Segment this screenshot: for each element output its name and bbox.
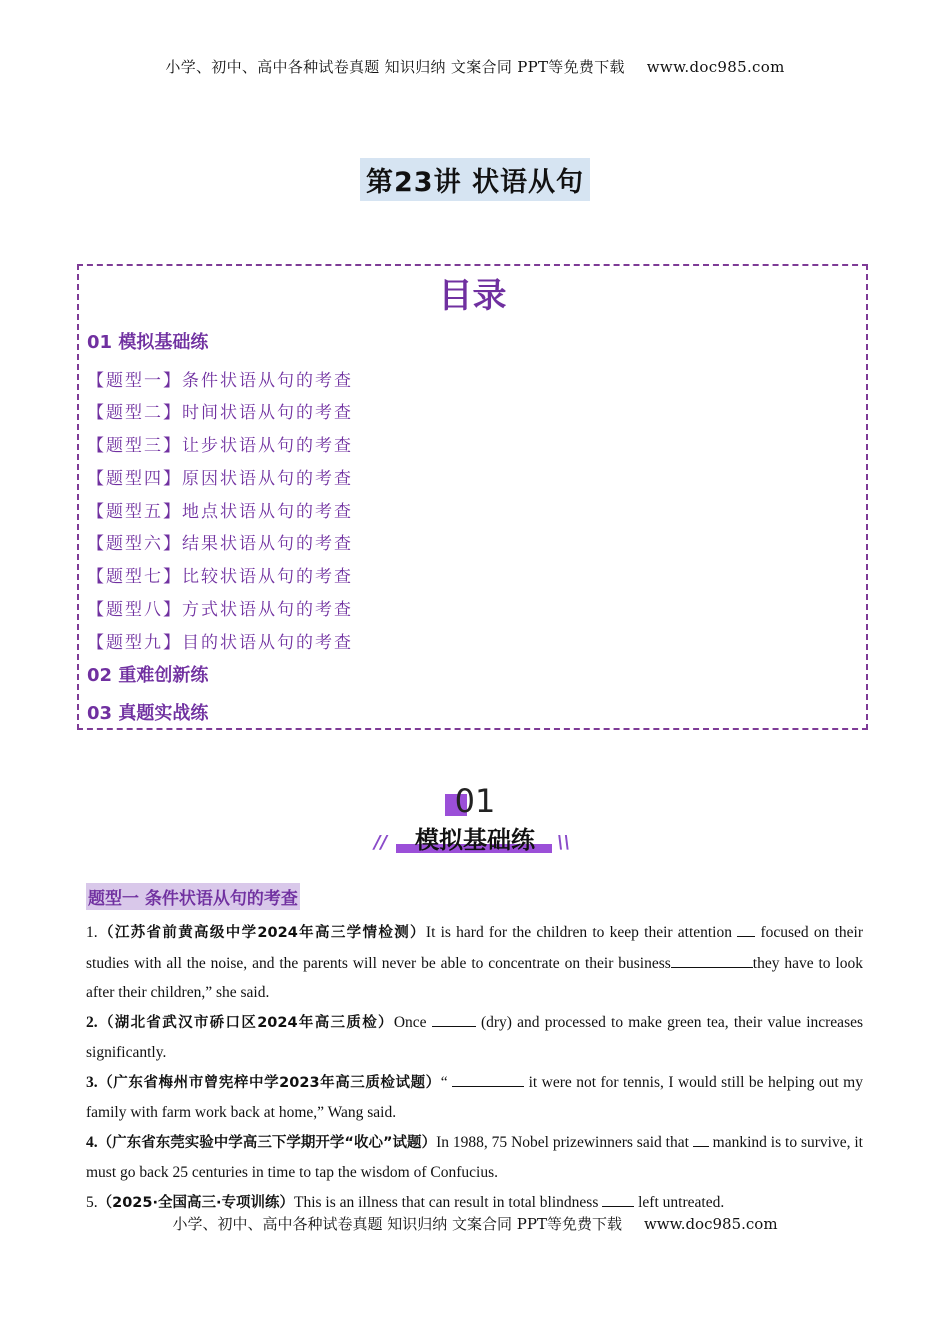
toc-section-02[interactable]: 02 重难创新练 (87, 665, 209, 686)
question-source: （江苏省前黄高级中学2024年高三学情检测） (97, 925, 426, 941)
page-title: 第23讲 状语从句 (360, 158, 590, 201)
toc-section-03[interactable]: 03 真题实战练 (87, 703, 209, 724)
title-wrap (0, 158, 950, 201)
question-text: they have to look after their children,” she said. (86, 954, 863, 1001)
toc-section-01[interactable]: 01 模拟基础练 (87, 332, 209, 353)
question-number: 1. (86, 924, 98, 941)
toc-item-type4[interactable]: 【题型四】原因状语从句的考查 (87, 469, 353, 489)
banner-left-slash-icon: // (374, 832, 388, 853)
section-banner (0, 782, 950, 862)
footer-url[interactable]: www.doc985.com (643, 1215, 778, 1233)
question-number: 5. (86, 1193, 98, 1211)
question-source: （广东省梅州市曾宪梓中学2023年高三质检试题） (97, 1074, 441, 1091)
banner-number: 01 (454, 782, 496, 820)
question-text: it were not for tennis, I would still be helping out my family with farm work back at home,” Wang said. (86, 1073, 863, 1121)
type-heading: 题型一 条件状语从句的考查 (86, 883, 300, 910)
question-number: 2. (86, 1013, 98, 1031)
question-list (86, 918, 863, 1218)
question-source: （湖北省武汉市硚口区2024年高三质检） (97, 1014, 394, 1031)
header-url[interactable]: www.doc985.com (646, 58, 785, 76)
header-text: 小学、初中、高中各种试卷真题 知识归纳 文案合同 PPT等免费下载 (165, 58, 625, 76)
question-text: This is an illness that can result in total blindness (294, 1193, 603, 1211)
question-number: 3. (86, 1073, 98, 1091)
answer-blank[interactable] (671, 953, 753, 968)
question-text: mankind is to survive, it must go back 25 centuries in time to tap the wisdom of Confucius. (86, 1133, 863, 1181)
question-source: （2025·全国高三·专项训练） (97, 1194, 294, 1211)
question-text: “ (440, 1073, 453, 1091)
question-text: In 1988, 75 Nobel prizewinners said that (436, 1133, 693, 1151)
question-4 (86, 1128, 863, 1188)
toc-heading: 目录 (438, 276, 507, 316)
toc-item-type5[interactable]: 【题型五】地点状语从句的考查 (87, 502, 353, 522)
table-of-contents (77, 264, 868, 730)
toc-item-type6[interactable]: 【题型六】结果状语从句的考查 (87, 534, 353, 554)
question-text: focused on their studies with all the noise, and the parents will never be able to concentrate on their business (86, 924, 863, 972)
question-number: 4. (86, 1133, 98, 1151)
question-3 (86, 1068, 863, 1128)
answer-blank[interactable] (452, 1072, 524, 1087)
page-footer (0, 1213, 950, 1234)
question-text: Once (393, 1013, 432, 1031)
toc-item-type8[interactable]: 【题型八】方式状语从句的考查 (87, 600, 353, 620)
question-text: It is hard for the children to keep their attention (425, 924, 738, 941)
banner-label: 模拟基础练 (415, 826, 535, 854)
question-source: （广东省东莞实验中学高三下学期开学“收心”试题） (97, 1134, 437, 1151)
answer-blank[interactable] (432, 1012, 476, 1027)
question-2 (86, 1008, 863, 1068)
toc-item-type7[interactable]: 【题型七】比较状语从句的考查 (87, 567, 353, 587)
toc-item-type1[interactable]: 【题型一】条件状语从句的考查 (87, 371, 353, 391)
toc-item-type3[interactable]: 【题型三】让步状语从句的考查 (87, 436, 353, 456)
question-text: (dry) and processed to make green tea, their value increases significantly. (86, 1013, 864, 1061)
answer-blank[interactable] (693, 1132, 709, 1147)
question-1 (86, 918, 863, 1008)
toc-item-type2[interactable]: 【题型二】时间状语从句的考查 (87, 403, 353, 423)
answer-blank[interactable] (737, 922, 755, 937)
banner-right-slash-icon: \\ (557, 832, 571, 853)
question-text: left untreated. (634, 1193, 725, 1211)
footer-text: 小学、初中、高中各种试卷真题 知识归纳 文案合同 PPT等免费下载 (172, 1215, 622, 1233)
page-header (0, 56, 950, 77)
toc-item-type9[interactable]: 【题型九】目的状语从句的考查 (87, 633, 353, 653)
answer-blank[interactable] (602, 1192, 634, 1207)
